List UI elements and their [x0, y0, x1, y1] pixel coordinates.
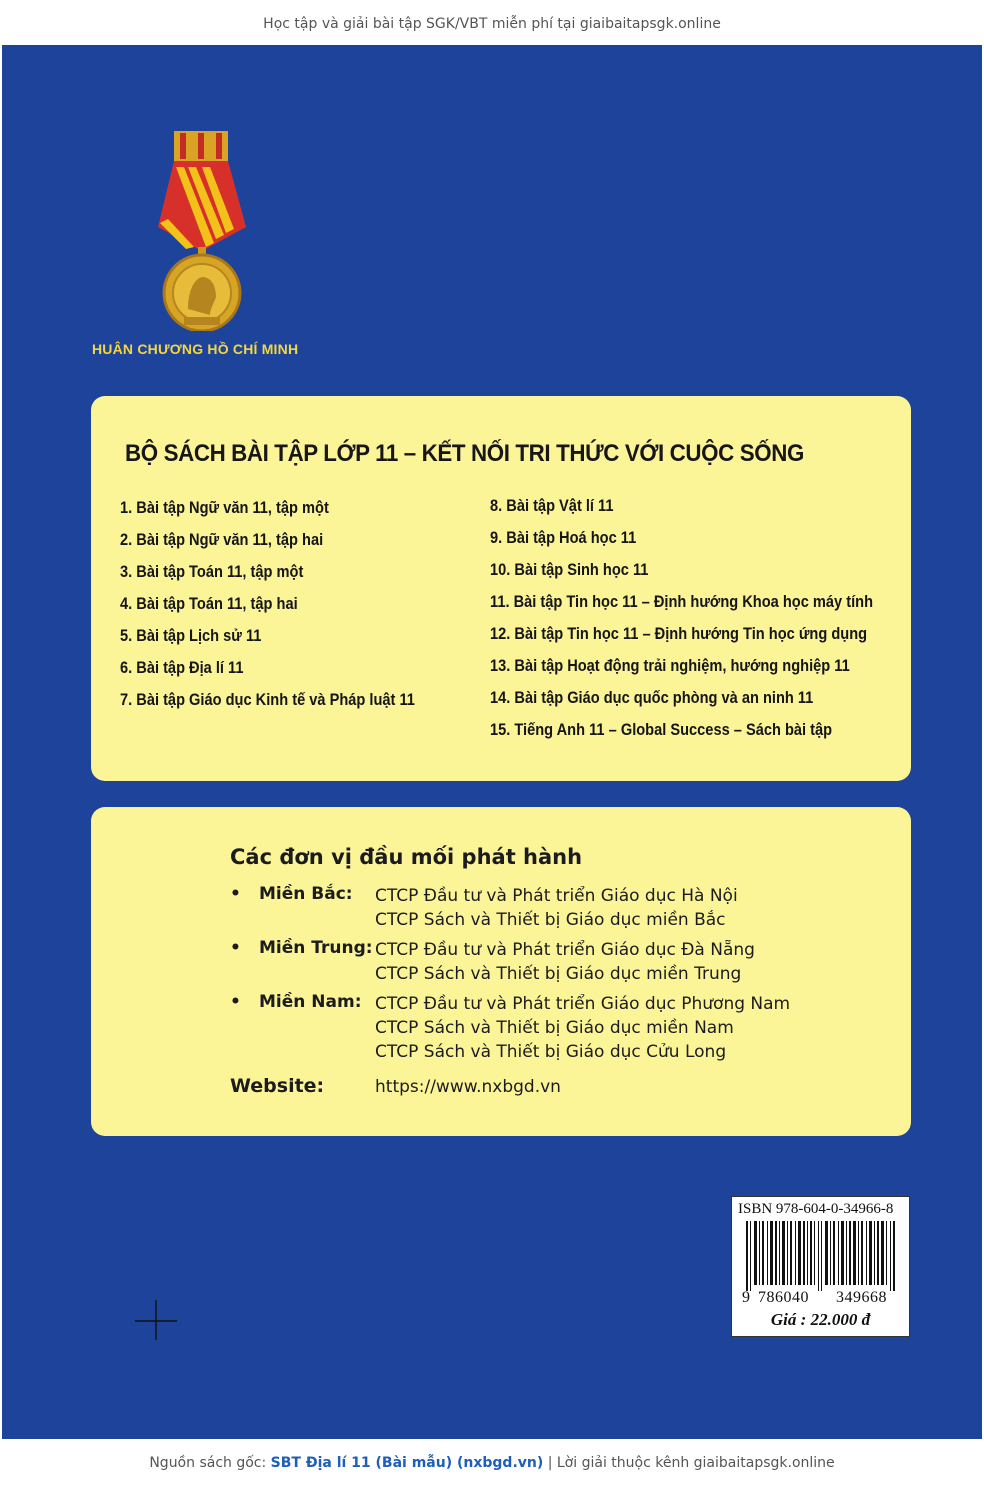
book-item: 2. Bài tập Ngữ văn 11, tập hai: [120, 530, 324, 549]
book-item: 7. Bài tập Giáo dục Kinh tế và Pháp luật 11: [120, 690, 415, 709]
book-back-cover: [2, 45, 982, 1439]
book-series-panel: [91, 396, 911, 781]
header-note: Học tập và giải bài tập SGK/VBT miễn phí tại giaibaitapsgk.online: [263, 16, 721, 32]
region-name: Miền Trung:: [259, 938, 373, 958]
ho-chi-minh-medal-icon: [154, 131, 250, 331]
book-item: 9. Bài tập Hoá học 11: [490, 528, 637, 547]
company-list: [375, 992, 790, 1064]
company-name: CTCP Sách và Thiết bị Giáo dục miền Trung: [375, 964, 742, 984]
distributors-title: Các đơn vị đầu mối phát hành: [230, 845, 583, 869]
footer-suffix: | Lời giải thuộc kênh giaibaitapsgk.online: [543, 1455, 835, 1471]
book-item: 10. Bài tập Sinh học 11: [490, 560, 649, 579]
book-list-left: [120, 492, 463, 716]
book-item: 5. Bài tập Lịch sử 11: [120, 626, 262, 645]
company-name: CTCP Đầu tư và Phát triển Giáo dục Phương Nam: [375, 994, 791, 1014]
price-label: Giá : 22.000 đ: [770, 1310, 871, 1329]
book-item: 8. Bài tập Vật lí 11: [490, 496, 614, 515]
company-name: CTCP Đầu tư và Phát triển Giáo dục Hà Nội: [375, 886, 738, 906]
website-label: Website:: [230, 1075, 325, 1097]
book-item: 4. Bài tập Toán 11, tập hai: [120, 594, 298, 613]
company-name: CTCP Đầu tư và Phát triển Giáo dục Đà Nẵng: [375, 940, 755, 960]
book-item: 6. Bài tập Địa lí 11: [120, 658, 244, 677]
footer-prefix: Nguồn sách gốc:: [149, 1455, 271, 1471]
crop-mark-icon: [135, 1300, 177, 1340]
book-item: 1. Bài tập Ngữ văn 11, tập một: [120, 498, 329, 517]
book-item: 11. Bài tập Tin học 11 – Định hướng Khoa học máy tính: [490, 592, 874, 611]
bullet: •: [230, 938, 241, 958]
isbn-barcode-box: [731, 1196, 910, 1337]
book-item: 14. Bài tập Giáo dục quốc phòng và an ninh 11: [490, 688, 814, 707]
distributors-panel: [91, 807, 911, 1136]
isbn-text: ISBN 978-604-0-34966-8: [738, 1201, 894, 1217]
barcode-right-digits: 349668: [836, 1289, 887, 1306]
footer-note: [0, 1455, 984, 1471]
barcode-icon: [738, 1219, 904, 1291]
source-link[interactable]: SBT Địa lí 11 (Bài mẫu) (nxbgd.vn): [270, 1455, 544, 1471]
company-list: [375, 938, 755, 986]
barcode-left-digits: 786040: [758, 1289, 809, 1306]
bullet: •: [230, 992, 241, 1012]
book-list-right: [490, 490, 935, 746]
website-url: https://www.nxbgd.vn: [375, 1077, 561, 1097]
barcode-prefix-digit: 9: [742, 1289, 750, 1306]
book-item: 12. Bài tập Tin học 11 – Định hướng Tin học ứng dụng: [490, 624, 868, 643]
company-name: CTCP Sách và Thiết bị Giáo dục Cửu Long: [375, 1042, 727, 1062]
bullet: •: [230, 884, 241, 904]
region-name: Miền Nam:: [259, 992, 362, 1012]
book-item: 13. Bài tập Hoạt động trải nghiệm, hướng nghiệp 11: [490, 656, 850, 675]
book-item: 3. Bài tập Toán 11, tập một: [120, 562, 304, 581]
medal-label: HUÂN CHƯƠNG HỒ CHÍ MINH: [92, 341, 299, 357]
company-list: [375, 884, 738, 932]
book-series-title: BỘ SÁCH BÀI TẬP LỚP 11 – KẾT NỐI TRI THỨC VỚI CUỘC SỐNG: [125, 440, 804, 467]
region-name: Miền Bắc:: [259, 884, 353, 904]
book-item: 15. Tiếng Anh 11 – Global Success – Sách bài tập: [490, 720, 833, 739]
company-name: CTCP Sách và Thiết bị Giáo dục miền Nam: [375, 1018, 734, 1038]
company-name: CTCP Sách và Thiết bị Giáo dục miền Bắc: [375, 910, 726, 930]
